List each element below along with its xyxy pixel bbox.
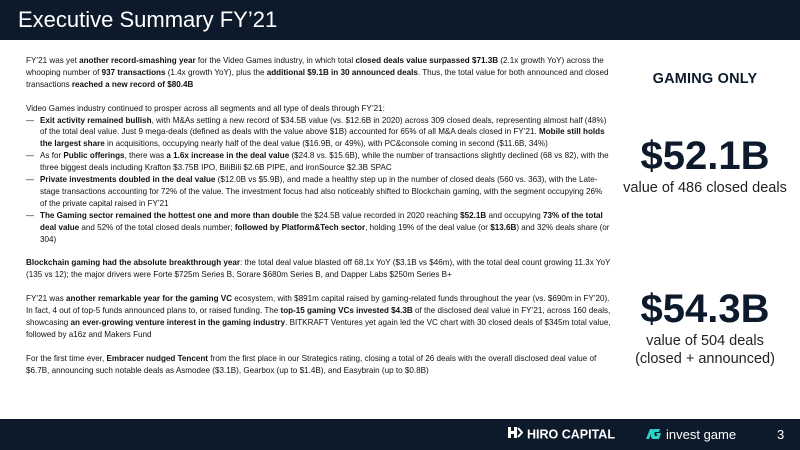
page-title: Executive Summary FY’21 [18,7,278,32]
paragraph-blockchain: Blockchain gaming had the absolute breakthrough year: the total deal value blasted off 68.1x YoY ($3.1B vs $46m), with the total deal count growing 11.3x YoY (135 vs 12); the major drivers were Forte $725m Series B, Sorare $680m Series B, and Dapper Labs $250m Series B+ [26,258,611,280]
title-bar [0,0,800,40]
list-item-private-investments: — Private investments doubled in the deal value ($12.0B vs $5.9B), and made a healthy step up in the number of closed deals (560 vs. 363), with the Late-stage transactions accounting for 72% of the value. The investment focus had also noticeably shifted to Blockchain gaming, with the segment occupying 26% of the private capital raised in FY’21 [26,174,611,210]
gaming-only-heading: GAMING ONLY [652,71,758,87]
hiro-capital-logo: HIRO CAPITAL [507,426,615,444]
stat-caption: value of 486 closed deals [623,180,787,196]
paragraph-vc: FY’21 was another remarkable year for the gaming VC ecosystem, with $891m capital raised by gaming-related funds throughout the year (vs. $690m in FY’20). In fact, 4 out of top-5 funds announced plans to, or raised funding. The top-15 gaming VCs invested $4.3B of the disclosed deal value in FY’21, across 160 deals, showcasing an ever-growing venture interest in the gaming industry. BITKRAFT Ventures yet again led the VC chart with 30 closed deals of $345m total value, followed by a16z and Makers Fund [26,294,611,339]
stat-caption-line-2: (closed + announced) [635,351,775,367]
list-item-exits: — Exit activity remained bullish, with M&As setting a new record of $34.5B value (vs. $12.6B in 2020) across 309 closed deals, representing almost half (48%) of the total deal value. Just 9 mega-deals (defined as deals with the value above $1B) accounted for 65% of all M&A deals closed in FY’21. Mobile still holds the largest share in acquisitions, occupying nearly half of the deal value ($16.9B, or 49%), with PC&console coming in second ($11.6B, 34%) [26,115,611,151]
page-number: 3 [777,427,785,442]
stat-value: $54.3B [640,287,770,331]
list-item-gaming-sector: — The Gaming sector remained the hottest one and more than double the $24.5B value recorded in 2020 reaching $52.1B and occupying 73% of the total deal value and 52% of the total closed deals number; followed by Platform&Tech sector, holding 19% of the deal value (or $13.6B) and 32% deals share (or 304) [26,210,611,246]
paragraph-overview: FY’21 was yet another record-smashing year for the Video Games industry, in which total closed deals value surpassed $71.3B (2.1x growth YoY) across the whooping number of 937 transactions (1.4x growth YoY), plus the additional $9.1B in 30 announced deals. Thus, the total value for both announced and closed transactions reached a new record of $80.4B [26,56,609,89]
stat-caption-line-1: value of 504 deals [646,333,764,349]
stat-closed-deals [620,134,790,197]
stat-all-deals [620,287,790,368]
hiro-capital-logo-icon [507,426,523,444]
invest-game-logo: invest game [644,426,736,445]
invest-game-logo-icon [644,427,662,445]
paragraph-segments-intro: Video Games industry continued to prosper across all segments and all type of deals through FY’21: [26,103,385,113]
footer-bar [0,419,800,450]
segments-list [26,115,611,246]
list-item-public-offerings: — As for Public offerings, there was a 1.6x increase in the deal value ($24.8 vs. $15.6B), while the number of transactions slightly declined (68 vs 82), with the three biggest deals including Krafton $3.75B IPO, BiliBili $2.6B PIPE, and ironSource $2.3B SPAC [26,150,611,174]
summary-body [26,55,611,376]
paragraph-strategics: For the first time ever, Embracer nudged Tencent from the first place in our Strategics rating, closing a total of 26 deals with the overall disclosed deal value of $6.7B, announcing such notable deals as Asmodee ($3.1B), Gearbox (up to $1.4B), and Easybrain (up to $0.8B) [26,353,597,375]
stat-value: $52.1B [640,134,770,178]
